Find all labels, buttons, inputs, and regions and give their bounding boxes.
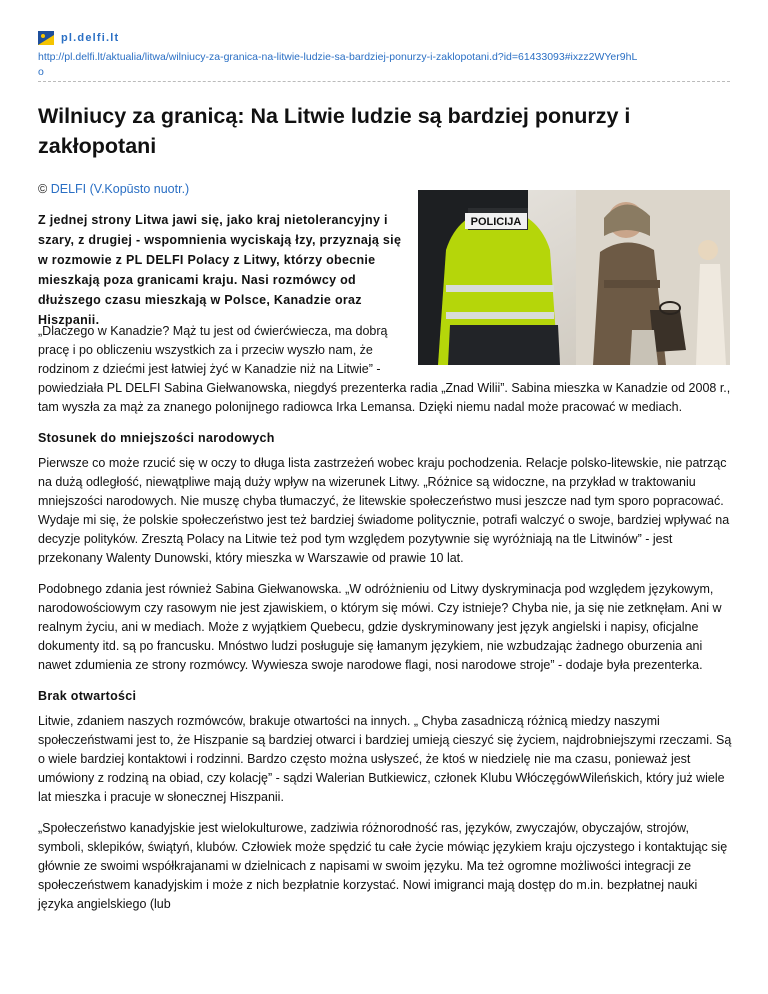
header-divider — [38, 81, 730, 82]
paragraph-5: „Społeczeństwo kanadyjskie jest wielokulturowe, zadziwia różnorodność ras, języków, zwyczajów, obyczajów, strojów, symboli, sklepików, świątyń, klubów. Człowiek może spędzić tu całe życie mówiąc językiem kraju ojczystego i kontaktując się głównie ze swoimi współkrajanami w dzielnicach z napisami w swoim języku. Ma też ogromne możliwości integracji ze społeczeństwem kanadyjskim i może z nich bezpłatnie korzystać. Nowi imigranci mają dostęp do m.in. bezpłatnej nauki języka angielskiego (lub — [38, 821, 728, 911]
copyright-symbol: © — [38, 182, 48, 196]
photo-credit — [38, 182, 189, 196]
site-name[interactable]: pl.delfi.lt — [61, 32, 120, 44]
article-body — [38, 322, 732, 914]
paragraph-2: Pierwsze co może rzucić się w oczy to długa lista zastrzeżeń wobec kraju pochodzenia. Relacje polsko-litewskie, nie patrząc na dużą odległość, niewątpliwe mają duży wpływ na wizerunek Litwy. „Różnice są widoczne, na przykład w traktowaniu mniejszości narodowych. Nie muszę chyba tłumaczyć, że litewskie społeczeństwo musi jeszcze nad tym sporo popracować. Wydaje mi się, że polskie społeczeństwo jest też bardziej świadome politycznie, potrafi walczyć o swoje, bardziej wpływać na decyzje polityków. Zresztą Polacy na Litwie też pod tym względem pozytywnie się wyróżniają na tle Litwinów” - jest przekonany Walenty Dunowski, który mieszka w Warszawie od prawie 10 lat. — [38, 456, 730, 565]
photo-credit-link[interactable]: DELFI (V.Kopūsto nuotr.) — [50, 182, 190, 196]
paragraph-3: Podobnego zdania jest również Sabina Giełwanowska. „W odróżnieniu od Litwy dyskryminacja pod względem językowym, narodowościowym czy rasowym nie jest zjawiskiem, o którym się mówi. Czy istnieje? Chyba nie, ja się nie zetknęłam. Ani w realnym życiu, ani w mediach. Może z wyjątkiem Quebecu, gdzie dyskryminowany jest język angielski i napisy, oficjalne dokumenty itd. są po francusku. Mnóstwo ludzi posługuje się łamanym językiem, nie wzbudzając żadnego oburzenia ani nawet zdumienia ze strony rozmówcy. Wywiesza swoje narodowe flagi, nosi narodowe stroje” - dodaje była prezenterka. — [38, 582, 722, 672]
paragraph-4: Litwie, zdaniem naszych rozmówców, brakuje otwartości na innych. „ Chyba zasadniczą różnicą miedzy naszymi społeczeństwami jest to, że Hiszpanie są bardziej otwarci i bardziej umieją cieszyć się życiem, najdrobniejszymi rzeczami. Są o wiele bardziej kontaktowi i rodzinni. Bardzo często można usłyszeć, że ktoś w niedzielę nie ma czasu, ponieważ jest umówiony z rodziną na obiad, czy kolację” - sądzi Walerian Butkiewicz, członek Klubu WłóczęgówWileńskich, który już wiele lat mieszka i pracuje w słonecznej Hiszpanii. — [38, 714, 732, 804]
police-sign-text: POLICIJA — [470, 216, 522, 228]
site-logo-row — [38, 30, 738, 46]
section-heading-openness: Brak otwartości — [38, 689, 137, 703]
article-lead: Z jednej strony Litwa jawi się, jako kraj nietolerancyjny i szary, z drugiej - wspomnienia wyciskają łzy, przyznają się w rozmowie z PL DELFI Polacy z Litwy, którzy obecnie mieszkają poza granicami kraju. Nasi rozmówcy od dłuższego czasu mieszkają w Polsce, Kanadzie oraz Hiszpanii. — [38, 213, 402, 327]
paragraph-1-text: „Dlaczego w Kanadzie? Mąż tu jest od ćwierćwiecza, ma dobrą pracę i po obliczeniu wszystkich za i przeciw wyszło nam, że rodzinom z dziećmi jest łatwiej żyć w Kanadzie niż na Litwie” - powiedziała PL DELFI Sabina Giełwanowska, niegdyś prezenterka radia „Znad Wilii”. Sabina mieszka w Kanadzie od 2008 r., tam wyszła za mąż za znanego polonijnego radiowca Irka Lemansa. Dzięki niemu nadal może pracować w mediach. — [38, 324, 731, 414]
paragraph-1 — [38, 322, 732, 417]
photo-wrap-spacer — [414, 322, 732, 366]
delfi-logo-icon — [38, 31, 54, 45]
source-url-link[interactable]: http://pl.delfi.lt/aktualia/litwa/wilniucy-za-granica-na-litwie-ludzie-sa-bardziej-ponurzy-i-zaklopotani.d?id=61433093#ixzz2WYer9hLo — [38, 51, 638, 78]
source-header — [38, 30, 738, 80]
section-heading-minorities: Stosunek do mniejszości narodowych — [38, 431, 275, 445]
article-title: Wilniucy za granicą: Na Litwie ludzie są bardziej ponurzy i zakłopotani — [38, 104, 631, 158]
